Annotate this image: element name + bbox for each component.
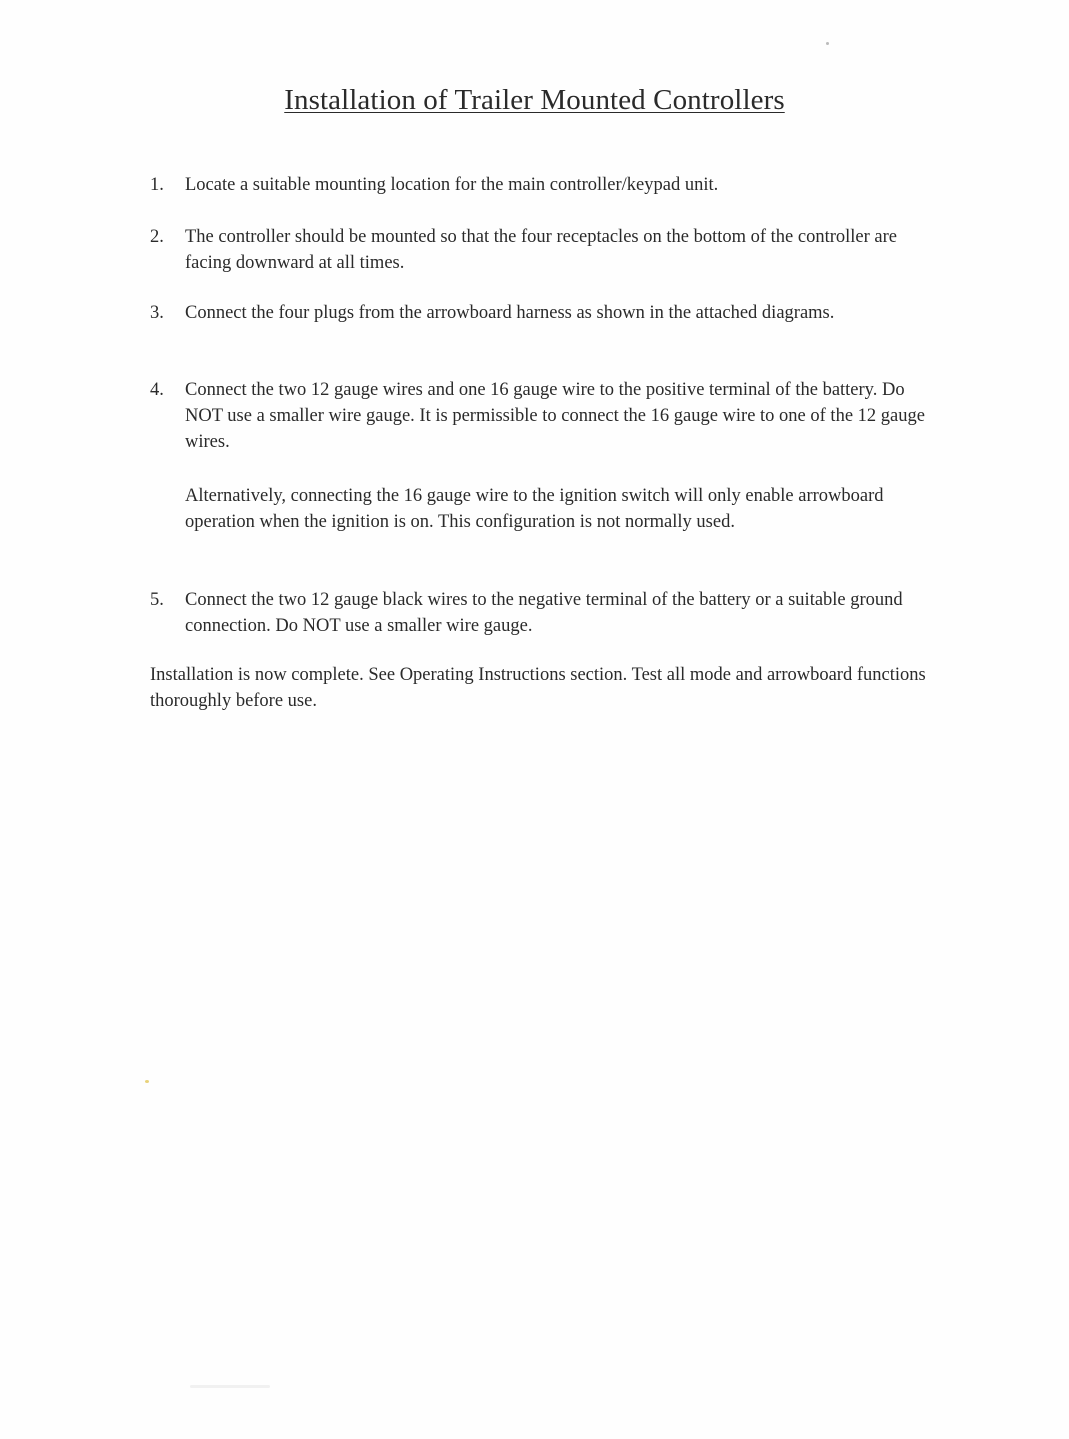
list-item-4-note: Alternatively, connecting the 16 gauge wire to the ignition switch will only enable arrowboard operation when the ignition is on. This configuration is not normally used. [185, 486, 884, 532]
list-item-2 [150, 224, 930, 276]
list-item-3 [150, 300, 930, 326]
list-item-text: Connect the two 12 gauge black wires to the negative terminal of the battery or a suitable ground connection. Do NOT use a smaller wire gauge. [185, 590, 903, 636]
list-item-number: 1. [150, 175, 164, 195]
scan-speck [826, 42, 829, 45]
list-item-text: Connect the two 12 gauge wires and one 16 gauge wire to the positive terminal of the battery. Do NOT use a smaller wire gauge. It is permissible to connect the 16 gauge wire to one of the 12 gauge wires. [185, 380, 925, 452]
list-item-text: Locate a suitable mounting location for the main controller/keypad unit. [185, 175, 719, 195]
list-item-text: Connect the four plugs from the arrowboard harness as shown in the attached diagrams. [185, 303, 835, 323]
list-item-text: The controller should be mounted so that the four receptacles on the bottom of the controller are facing downward at all times. [185, 227, 898, 273]
list-item-number: 5. [150, 590, 164, 610]
scan-speck [145, 1080, 149, 1083]
list-item-1 [150, 172, 930, 198]
list-item-5 [150, 587, 930, 639]
closing-paragraph: Installation is now complete. See Operating Instructions section. Test all mode and arrowboard functions thoroughly before use. [150, 665, 926, 711]
list-item-number: 4. [150, 380, 164, 400]
list-item-number: 2. [150, 227, 164, 247]
scan-smudge [190, 1385, 270, 1388]
list-item-number: 3. [150, 303, 164, 323]
list-item-4 [150, 377, 930, 455]
page-title: Installation of Trailer Mounted Controllers [284, 84, 785, 116]
